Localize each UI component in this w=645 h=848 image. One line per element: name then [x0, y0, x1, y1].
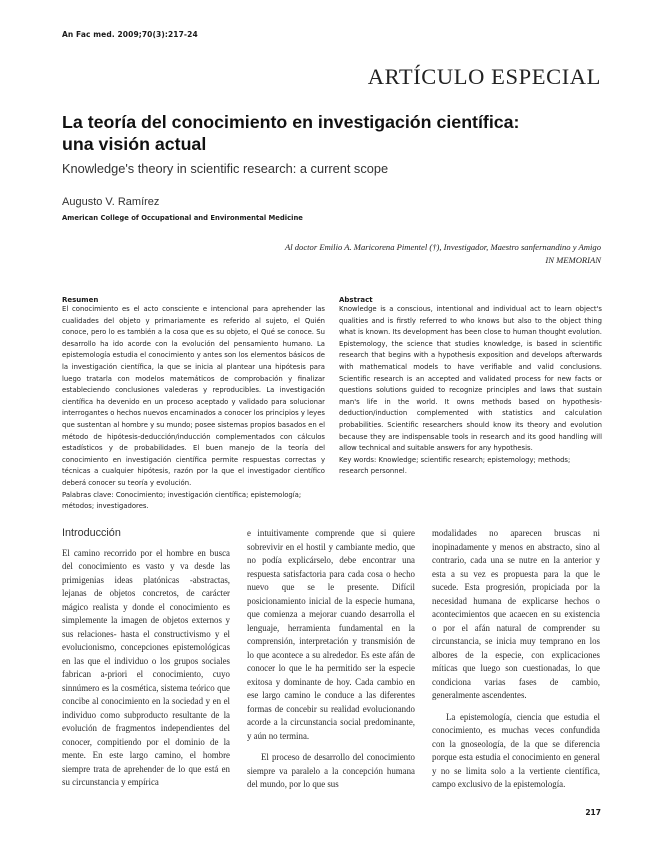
keywords-list: Knowledge; scientific research; epistemology; methods; research personnel. — [339, 455, 571, 476]
dedication — [181, 241, 601, 267]
author-name: Augusto V. Ramírez — [62, 196, 160, 208]
abstract-heading: Abstract — [339, 296, 373, 304]
page-number: 217 — [585, 808, 601, 817]
keywords-label: Palabras clave: — [62, 490, 114, 499]
resumen-heading: Resumen — [62, 296, 99, 304]
body-column-3 — [432, 527, 600, 792]
body-paragraph: El proceso de desarrollo del conocimiento siempre va paralelo a la concepción humana del mundo, por lo que sus — [247, 752, 415, 789]
title-line-2: una visión actual — [62, 134, 207, 154]
article-subtitle: Knowledge's theory in scientific research: a current scope — [62, 161, 389, 176]
dedication-line-1: Al doctor Emilio A. Maricorena Pimentel (†), Investigador, Maestro sanfernandino y Amigo — [284, 242, 601, 252]
article-title — [62, 111, 602, 155]
abstract-block — [339, 296, 602, 478]
body-paragraph: modalidades no aparecen bruscas ni inopinadamente y menos en abstracto, sino al contrario, cada una se nutre en la anterior y esta a su vez es propuesta para la que le sucede. Esta progresión, propiciada por la necesidad humana de explicarse hechos o acontecimientos que acaecen en su existencia o por el afán natural de comprender su circunstancia, se inicia muy temprano en los albores de la especie, con explicaciones míticas que luego son cuestionadas, lo que condiciona varias fases de cambio, generalmente ascendentes. — [432, 528, 600, 700]
title-line-1: La teoría del conocimiento en investigación científica: — [62, 112, 520, 132]
keywords-list: Conocimiento; investigación científica; epistemología; métodos; investigadores. — [62, 490, 302, 511]
body-paragraph: El camino recorrido por el hombre en busca del conocimiento es vasto y va desde las primigenias ideas platónicas -abstractas, lejanas de objetos concretos, de carácter mágico realista y donde el conocimiento es simplemente la imagen de objetos externos y sus relaciones- hasta el constructivismo y el evolucionismo, concepciones epistemológicas en las que el individuo o los grupos sociales fabrican a-priori el conocimiento, cuyo sinnúmero es la cosmética, sistema teórico que concibe al conocimiento en la sociedad y en el individuo como subproducto resultante de la evolución de fragmentos independientes del conocer, compitiendo por el dominio de la mente. En este largo camino, el hombre siempre trata de aprehender de lo que está en su circunstancia y empírica — [62, 547, 230, 787]
body-column-1 — [62, 527, 230, 790]
resumen-block — [62, 296, 325, 513]
author-affiliation: American College of Occupational and Environmental Medicine — [62, 214, 303, 222]
dedication-line-2: IN MEMORIAN — [545, 255, 601, 265]
introduction-heading: Introducción — [62, 527, 121, 539]
keywords-label: Key words: — [339, 455, 377, 464]
resumen-keywords — [62, 490, 325, 513]
body-paragraph: e intuitivamente comprende que si quiere sobrevivir en el hostil y cambiante medio, que no podía explicárselo, debe encontrar una respuesta satisfactoria para cada cosa o hecho nuevo que se le presente. Difícil posicionamiento inicial de la especie humana, que comienza a mejorar cuando desarrolla el lenguaje, herramienta fundamental en la comprensión, interpretación y transmisión de lo que acontece a su alrededor. Es este afán de conocer lo que le ha permitido ser la especie exitosa y dominante de hoy. Cada cambio en ese largo camino le conduce a las diferentes formas de concebir su realidad evolucionando acorde a la circunstancia social predominante, y aún no termina. — [247, 528, 415, 741]
body-column-2 — [247, 527, 415, 792]
journal-citation: An Fac med. 2009;70(3):217-24 — [62, 30, 198, 39]
body-paragraph: La epistemología, ciencia que estudia el conocimiento, es muchas veces confundida con la gnoseología, de la que se diferencia porque esta estudia el conocimiento en general y no se limita solo a la vertiente científica, campo exclusivo de la epistemología. — [432, 711, 600, 789]
resumen-text: El conocimiento es el acto consciente e intencional para aprehender las cualidades del objeto y primariamente es referido al sujeto, el Quién conoce, pero lo es también a la cosa que es su objeto, el Qué se conoce. Su desarrollo ha ido acorde con la evolución del pensamiento humano. La epistemología estudia el conocimiento y antes son los elementos básicos de la investigación científica, la que se inicia al plantear una hipótesis para luego tratarla con modelos matemáticos de comprobación y finalizar estableciendo conclusiones valederas y reproducibles. La investigación científica ha devenido en un proceso aceptado y validado para solucionar interrogantes o hechos nuevos encaminados a conocer los principios y leyes que sustentan al hombre y su mundo; posee sistemas propios basados en el método de hipótesis-deducción/inducción complementados con cálculos estadísticos y de probabilidades. El buen manejo de la teoría del conocimiento en investigación científica permite respuestas correctas y técnicas a cualquier hipótesis, razón por la que el investigador científico deberá conocer su teoría y evolución. — [62, 305, 325, 487]
abstract-keywords — [339, 455, 602, 478]
section-label: ARTÍCULO ESPECIAL — [367, 64, 601, 89]
abstract-text: Knowledge is a conscious, intentional and individual act to learn object's qualities and is firstly referred to who knows but also to the object thing what is known. Its development has been close to human thought evolution. Epistemology, the science that studies knowledge, is based in scientific research that begins with a hypothesis exposition and develops afterwards with mathematical models to have verifiable and valid conclusions. Scientific research is an accepted and validated process for new facts or questions solutions guided to recognize principles and laws that sustain man's life in the world. It owns methods based on hypothesis-deduction/induction complemented with statistics and calculation probabilities. Scientific researchers should know its theory and evolution because they are indispensable tools in research and its good handling will allow technical and suitable answers for any hypothesis. — [339, 305, 602, 453]
